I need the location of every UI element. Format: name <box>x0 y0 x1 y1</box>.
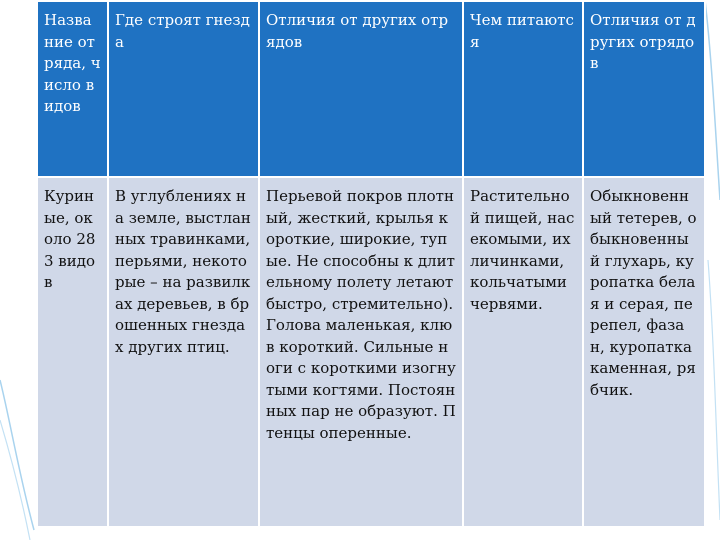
header-food: Чем питаются <box>463 1 583 177</box>
header-differences: Отличия от других отрядов <box>259 1 463 177</box>
header-order-name: Название отряда, число видов <box>37 1 108 177</box>
cell-representatives: Обыкновенный тетерев, обыкновенный глухарь, куропатка белая и серая, перепел, фазан, куропатка каменная, рябчик. <box>583 177 705 527</box>
table-header-row <box>37 1 705 177</box>
header-nesting: Где строят гнезда <box>108 1 259 177</box>
cell-differences: Перьевой покров плотный, жесткий, крылья короткие, широкие, тупые. Не способны к длительному полету летают быстро, стремительно). Голова маленькая, клюв короткий. Сильные ноги с короткими изогнутыми когтями. Постоянных пар не образуют. Птенцы оперенные. <box>259 177 463 527</box>
table-row <box>37 177 705 527</box>
wave-line-2 <box>0 420 30 540</box>
header-representatives: Отличия от других отрядов <box>583 1 705 177</box>
wave-line-4 <box>708 260 720 520</box>
cell-food: Растительной пищей, насекомыми, их личинками, кольчатыми червями. <box>463 177 583 527</box>
wave-line-3 <box>705 0 720 200</box>
wave-line-1 <box>0 380 34 530</box>
cell-nesting: В углублениях на земле, выстланных травинками, перьями, некоторые – на развилках деревьев, в брошенных гнездах других птиц. <box>108 177 259 527</box>
birds-order-table <box>36 0 706 528</box>
cell-order-name: Куриные, около 283 видов <box>37 177 108 527</box>
